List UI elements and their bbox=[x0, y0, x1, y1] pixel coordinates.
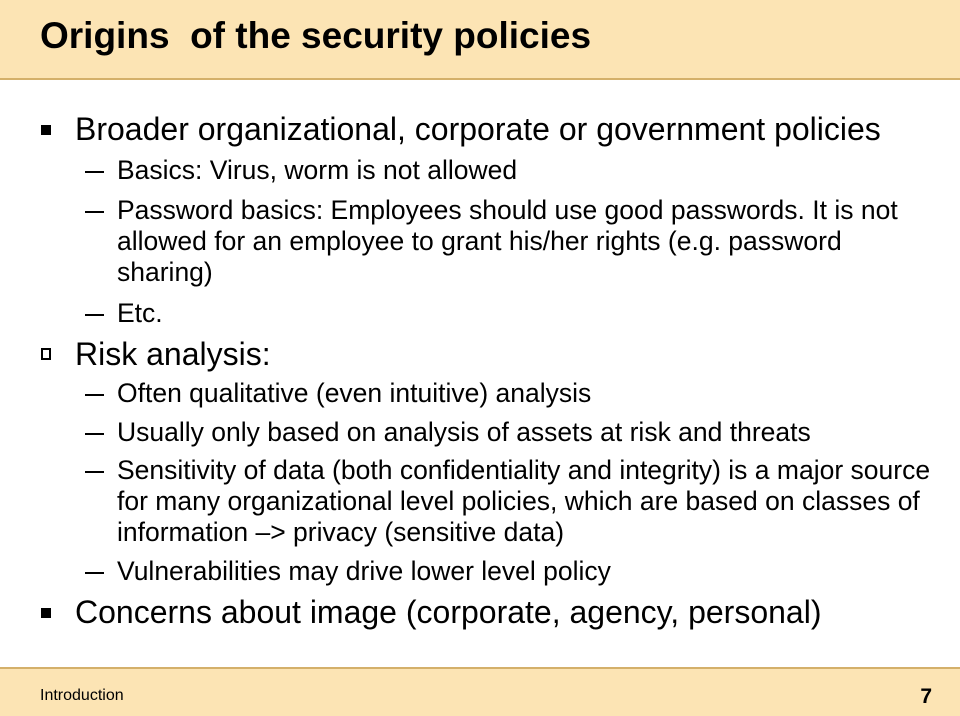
bullet-item bbox=[0, 335, 960, 373]
text-line: Etc. bbox=[117, 298, 163, 328]
sub-bullet-text bbox=[117, 417, 811, 448]
dash-bullet-icon bbox=[85, 314, 104, 316]
square-bullet-filled-icon bbox=[41, 125, 51, 135]
bullet-text: Risk analysis: bbox=[75, 336, 271, 372]
dash-bullet-icon bbox=[85, 572, 104, 574]
text-line: Password basics: Employees should use good passwords. It is not bbox=[117, 195, 898, 225]
text-line: Sensitivity of data (both confidentiality and integrity) is a major source bbox=[117, 455, 931, 485]
sub-bullet-text bbox=[117, 455, 930, 548]
footer-bar bbox=[0, 667, 960, 716]
dash-bullet-icon bbox=[85, 471, 104, 473]
bullet-item bbox=[0, 593, 960, 631]
dash-bullet-icon bbox=[85, 211, 104, 213]
sub-bullet-text bbox=[117, 298, 163, 329]
square-bullet-hollow-icon bbox=[41, 348, 51, 360]
sub-bullet-text bbox=[117, 378, 591, 409]
text-line: Vulnerabilities may drive lower level policy bbox=[117, 556, 611, 586]
text-line: for many organizational level policies, which are based on classes of bbox=[117, 486, 920, 516]
slide-title: Origins of the security policies bbox=[40, 15, 592, 56]
text-line: allowed for an employee to grant his/her rights (e.g. password bbox=[117, 226, 842, 256]
dash-bullet-icon bbox=[85, 433, 104, 435]
text-line: Often qualitative (even intuitive) analysis bbox=[117, 378, 592, 408]
bullet-text: Concerns about image (corporate, agency, personal) bbox=[75, 594, 822, 630]
text-line: Usually only based on analysis of assets at risk and threats bbox=[117, 417, 811, 447]
bullet-text: Broader organizational, corporate or government policies bbox=[75, 111, 881, 147]
text-line: Basics: Virus, worm is not allowed bbox=[117, 155, 518, 185]
sub-bullet-text bbox=[117, 155, 517, 186]
title-bar bbox=[0, 0, 960, 80]
dash-bullet-icon bbox=[85, 394, 104, 396]
page-number: 7 bbox=[920, 685, 932, 708]
text-line: sharing) bbox=[117, 257, 213, 287]
bullet-item bbox=[0, 110, 960, 148]
sub-bullet-text bbox=[117, 195, 898, 288]
text-line: information –> privacy (sensitive data) bbox=[117, 517, 565, 547]
dash-bullet-icon bbox=[85, 171, 104, 173]
sub-bullet-text bbox=[117, 556, 611, 587]
square-bullet-filled-icon bbox=[41, 608, 51, 618]
footer-section-label: Introduction bbox=[40, 687, 124, 704]
